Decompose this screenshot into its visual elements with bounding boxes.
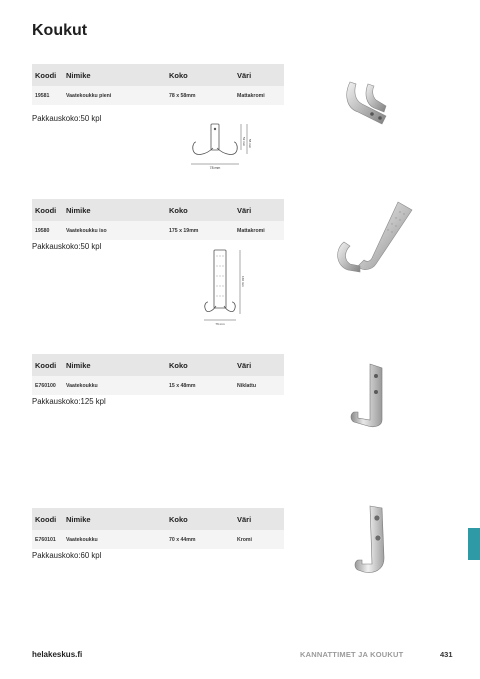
- table-row: [32, 86, 284, 105]
- col-color: Väri: [234, 508, 284, 530]
- cell-name: Vaatekoukku: [63, 530, 166, 549]
- table-header-row: [32, 354, 284, 376]
- cell-code: 19581: [32, 86, 63, 105]
- col-color: Väri: [234, 64, 284, 86]
- table-header-row: [32, 199, 284, 221]
- technical-drawing-large-hook: [196, 246, 252, 330]
- table-row: [32, 221, 284, 240]
- product-block-1: [32, 64, 284, 123]
- page-number: 431: [440, 650, 453, 659]
- col-code: Koodi: [32, 199, 63, 221]
- col-color: Väri: [234, 199, 284, 221]
- cell-name: Vaatekoukku pieni: [63, 86, 166, 105]
- col-size: Koko: [166, 354, 234, 376]
- cell-size: 15 x 48mm: [166, 376, 234, 395]
- technical-drawing-small-hook: [185, 120, 257, 172]
- cell-code: 19580: [32, 221, 63, 240]
- col-name: Nimike: [63, 354, 166, 376]
- pack-size: Pakkauskoko:50 kpl: [32, 242, 102, 251]
- chrome-hook-photo: [350, 502, 392, 578]
- cell-color: Niklattu: [234, 376, 284, 395]
- product-block-2: [32, 199, 284, 251]
- col-name: Nimike: [63, 64, 166, 86]
- col-code: Koodi: [32, 64, 63, 86]
- dimension-height-2: 58 mm: [248, 139, 252, 149]
- table-row: [32, 376, 284, 395]
- col-size: Koko: [166, 508, 234, 530]
- col-code: Koodi: [32, 508, 63, 530]
- col-name: Nimike: [63, 508, 166, 530]
- col-name: Nimike: [63, 199, 166, 221]
- cell-size: 78 x 58mm: [166, 86, 234, 105]
- table-header-row: [32, 64, 284, 86]
- cell-code: E760100: [32, 376, 63, 395]
- pack-size: Pakkauskoko:125 kpl: [32, 397, 106, 406]
- small-hook-photo: [338, 76, 394, 132]
- col-size: Koko: [166, 199, 234, 221]
- col-size: Koko: [166, 64, 234, 86]
- cell-name: Vaatekoukku: [63, 376, 166, 395]
- section-tab: [468, 528, 480, 560]
- pack-size: Pakkauskoko:50 kpl: [32, 114, 102, 123]
- footer-section-title: KANNATTIMET JA KOUKUT: [300, 650, 404, 659]
- cell-color: Kromi: [234, 530, 284, 549]
- table-row: [32, 530, 284, 549]
- page-title: Koukut: [32, 22, 88, 39]
- wall-hook-photo: [344, 360, 390, 430]
- col-color: Väri: [234, 354, 284, 376]
- dimension-width: 76 mm: [215, 322, 225, 326]
- dimension-height-1: 52 mm: [242, 137, 246, 147]
- cell-name: Vaatekoukku iso: [63, 221, 166, 240]
- dimension-height: 160 mm: [241, 276, 245, 287]
- footer-site[interactable]: helakeskus.fi: [32, 650, 83, 659]
- cell-color: Mattakromi: [234, 221, 284, 240]
- spec-table-3: [32, 354, 284, 395]
- cell-size: 175 x 19mm: [166, 221, 234, 240]
- table-header-row: [32, 508, 284, 530]
- col-code: Koodi: [32, 354, 63, 376]
- spec-table-4: [32, 508, 284, 549]
- cell-code: E760101: [32, 530, 63, 549]
- dimension-width: 78 mm: [209, 166, 221, 170]
- cell-color: Mattakromi: [234, 86, 284, 105]
- spec-table-2: [32, 199, 284, 240]
- product-block-4: [32, 508, 284, 560]
- large-hook-photo: [330, 198, 420, 280]
- cell-size: 70 x 44mm: [166, 530, 234, 549]
- spec-table-1: [32, 64, 284, 105]
- pack-size: Pakkauskoko:60 kpl: [32, 551, 102, 560]
- product-block-3: [32, 354, 284, 406]
